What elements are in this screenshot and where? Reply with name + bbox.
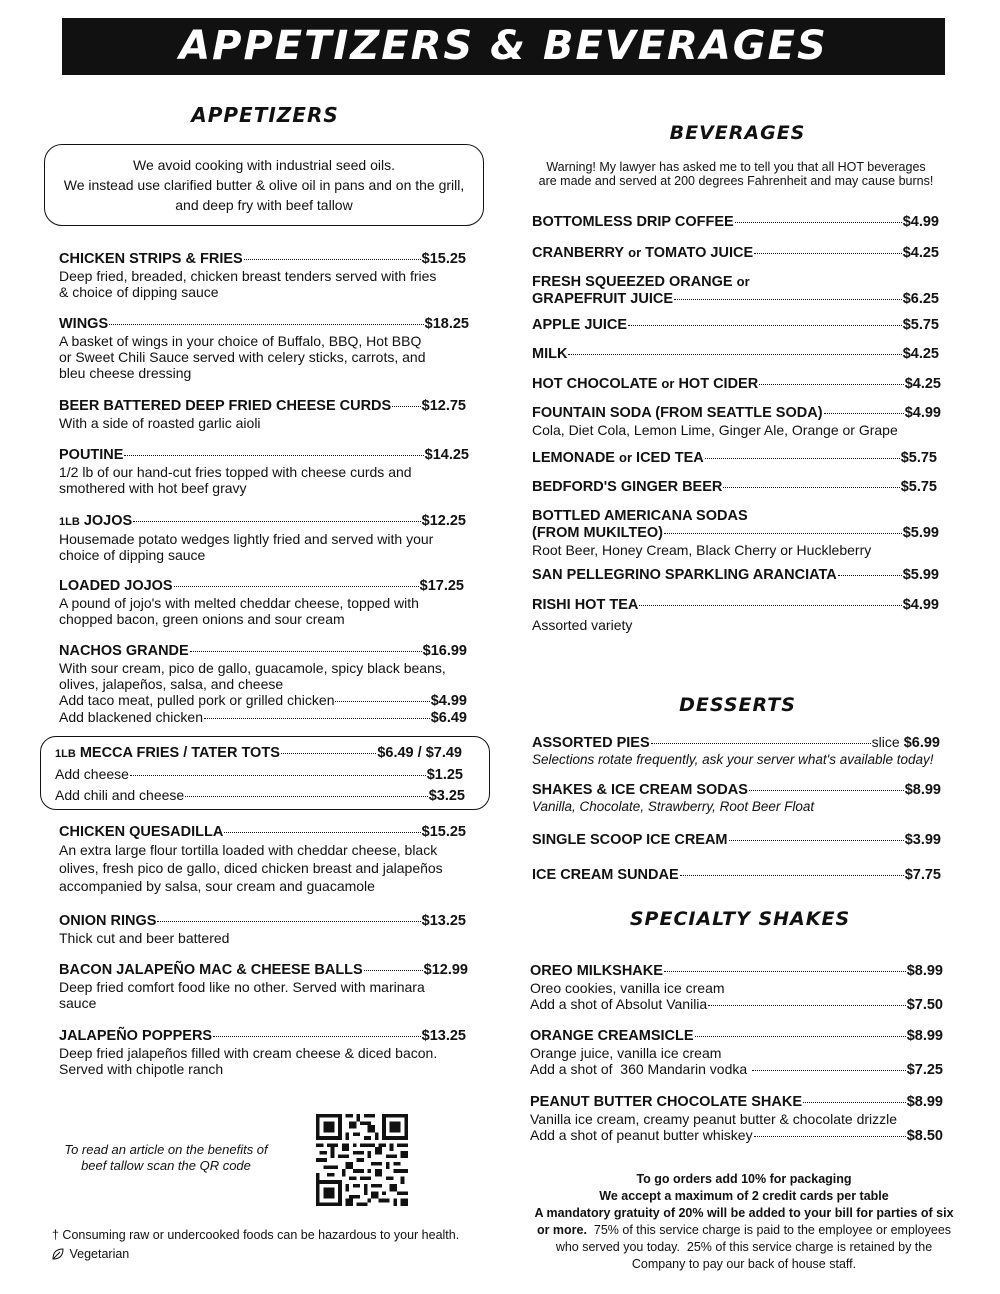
item-desc: With sour cream, pico de gallo, guacamole, spicy black beans, — [59, 660, 446, 676]
item-name: RISHI HOT TEA — [532, 597, 639, 613]
item-desc: accompanied by salsa, sour cream and guacamole — [59, 878, 375, 894]
menu-item — [532, 479, 937, 496]
item-desc: or Sweet Chili Sauce served with celery sticks, carrots, and — [59, 349, 426, 365]
item-desc: sauce — [59, 995, 97, 1011]
menu-item — [532, 782, 941, 815]
item-desc: Vanilla, Chocolate, Strawberry, Root Beer Float — [532, 799, 815, 814]
menu-item — [55, 745, 465, 804]
menu-item — [59, 643, 467, 726]
add-on-row: Add blackened chicken $6.49 — [59, 709, 467, 726]
item-name-alt: GRAPEFRUIT JUICE — [532, 291, 673, 307]
item-desc: Root Beer, Honey Cream, Black Cherry or Huckleberry — [532, 542, 872, 558]
item-name: LOADED JOJOS — [59, 578, 173, 594]
oil-note-line: We instead use clarified butter & olive oil in pans and on the grill, — [63, 177, 465, 193]
item-name: MECCA FRIES / TATER TOTS — [79, 745, 280, 761]
item-name: OREO MILKSHAKE — [530, 963, 663, 979]
menu-item — [59, 1028, 466, 1077]
item-name: SAN PELLEGRINO SPARKLING ARANCIATA — [532, 567, 837, 583]
item-desc: olives, jalapeños, salsa, and cheese — [59, 676, 284, 692]
specialty-shakes-heading: SPECIALTY SHAKES — [629, 908, 851, 930]
item-name: ORANGE CREAMSICLE — [530, 1028, 694, 1044]
menu-item — [59, 447, 469, 496]
oil-note-box — [44, 144, 484, 226]
menu-item: LEMONADE or ICED TEA $5.75 — [532, 450, 937, 466]
menu-item — [532, 734, 940, 768]
item-price: $8.99 — [904, 782, 941, 798]
item-price: $14.25 — [424, 447, 469, 463]
menu-item — [59, 513, 466, 563]
add-on-row: Add a shot of peanut butter whiskey $8.50 — [530, 1127, 943, 1144]
item-desc: Housemade potato wedges lightly fried and served with your — [59, 531, 434, 547]
vegetarian-legend: Vegetarian — [52, 1246, 129, 1264]
menu-item — [532, 567, 939, 584]
add-on-row: Add taco meat, pulled pork or grilled chicken $4.99 — [59, 692, 467, 709]
item-name: CHICKEN QUESADILLA — [59, 824, 224, 840]
item-price: $15.25 — [421, 824, 466, 840]
item-price: $6.49 / $7.49 — [377, 745, 462, 761]
menu-item — [532, 832, 941, 849]
hot-beverage-warning: Warning! My lawyer has asked me to tell you that all HOT beverages are made and served at 200 degrees Fahrenheit and may cause burns! — [538, 160, 934, 188]
item-name: MILK — [532, 346, 568, 362]
add-on-row: Add a shot of Absolut Vanilia $7.50 — [530, 996, 943, 1013]
item-name: BEER BATTERED DEEP FRIED CHEESE CURDS — [59, 398, 392, 414]
oil-note-line: We avoid cooking with industrial seed oils. — [133, 157, 395, 173]
item-price: $8.99 — [906, 1094, 943, 1110]
order-policy: To go orders add 10% for packaging We accept a maximum of 2 credit cards per table A mandatory gratuity of 20% will be added to your bill for parties of six or more. 75% of this service charge is paid to the employee or employees who served you today. 25% of this service charge is retained by the Company to pay our back of house staff. — [534, 1172, 955, 1271]
item-name: NACHOS GRANDE — [59, 643, 189, 659]
item-price: $5.75 — [902, 317, 939, 333]
item-name: LEMONADE — [532, 450, 615, 466]
item-desc: Selections rotate frequently, ask your server what's available today! — [532, 752, 934, 767]
item-name: ASSORTED PIES — [532, 735, 650, 751]
menu-item — [532, 214, 939, 231]
item-price: $13.25 — [421, 913, 466, 929]
item-quantity: 1LB — [55, 748, 76, 760]
menu-item — [532, 317, 939, 334]
item-desc: Deep fried comfort food like no other. Served with marinara — [59, 979, 425, 995]
item-name: HOT CHOCOLATE — [532, 376, 658, 392]
item-name-alt: HOT CIDER — [678, 376, 759, 392]
menu-item — [59, 913, 466, 946]
menu-item — [59, 962, 468, 1011]
add-on-row: Add a shot of 360 Mandarin vodka $7.25 — [530, 1061, 943, 1078]
item-desc: smothered with hot beef gravy — [59, 480, 247, 496]
item-desc: olives, fresh pico de gallo, diced chicken breast and jalapeños — [59, 860, 443, 876]
desserts-heading: DESSERTS — [679, 694, 796, 716]
item-name-alt: ICED TEA — [636, 450, 704, 466]
item-name: BOTTOMLESS DRIP COFFEE — [532, 214, 734, 230]
item-name: SHAKES & ICE CREAM SODAS — [532, 782, 748, 798]
item-desc: Cola, Diet Cola, Lemon Lime, Ginger Ale, Orange or Grape — [532, 422, 898, 438]
item-name: JOJOS — [83, 513, 133, 529]
item-desc: bleu cheese dressing — [59, 365, 192, 381]
menu-item: HOT CHOCOLATE or HOT CIDER $4.25 — [532, 376, 941, 392]
item-name: FOUNTAIN SODA (FROM SEATTLE SODA) — [532, 405, 823, 421]
item-price: $16.99 — [422, 643, 467, 659]
menu-item — [532, 597, 939, 633]
item-name: ICE CREAM SUNDAE — [532, 867, 679, 883]
item-desc: Oreo cookies, vanilla ice cream — [530, 980, 725, 996]
item-name: BOTTLED AMERICANA SODAS — [532, 508, 748, 524]
item-price: $8.99 — [906, 963, 943, 979]
item-price: $6.99 — [903, 735, 940, 751]
item-desc: Deep fried, breaded, chicken breast tenders served with fries — [59, 268, 437, 284]
item-name: CHICKEN STRIPS & FRIES — [59, 251, 243, 267]
item-price: $5.99 — [902, 525, 939, 541]
menu-item: CRANBERRY or TOMATO JUICE $4.25 — [532, 245, 939, 261]
item-desc: Deep fried jalapeños filled with cream cheese & diced bacon. — [59, 1045, 438, 1061]
menu-item — [59, 316, 469, 381]
item-desc: & choice of dipping sauce — [59, 284, 219, 300]
item-price: $3.99 — [904, 832, 941, 848]
item-price: $12.25 — [421, 513, 466, 529]
item-desc: 1/2 lb of our hand-cut fries topped with cheese curds and — [59, 464, 412, 480]
item-desc: With a side of roasted garlic aioli — [59, 415, 261, 431]
item-price-unit: slice — [871, 734, 900, 750]
menu-item — [532, 508, 939, 558]
oil-note-line: and deep fry with beef tallow — [175, 197, 353, 213]
appetizers-heading: APPETIZERS — [191, 103, 339, 127]
menu-item — [532, 346, 939, 363]
item-quantity: 1LB — [59, 516, 80, 528]
item-price: $7.75 — [904, 867, 941, 883]
item-desc: Vanilla ice cream, creamy peanut butter & chocolate drizzle — [530, 1111, 898, 1127]
item-name-alt: (FROM MUKILTEO) — [532, 525, 664, 541]
item-price: $15.25 — [421, 251, 466, 267]
menu-item — [530, 1028, 943, 1078]
item-name: POUTINE — [59, 447, 124, 463]
item-price: $4.25 — [902, 245, 939, 261]
item-price: $17.25 — [419, 578, 464, 594]
menu-item — [530, 1094, 943, 1144]
item-desc: Assorted variety — [532, 617, 633, 633]
menu-item — [532, 867, 941, 884]
item-price: $4.99 — [902, 597, 939, 613]
item-price: $13.25 — [421, 1028, 466, 1044]
menu-item — [59, 578, 464, 627]
item-price: $6.25 — [902, 291, 939, 307]
item-price: $4.25 — [902, 346, 939, 362]
item-name: CRANBERRY — [532, 245, 625, 261]
item-price: $4.99 — [902, 214, 939, 230]
menu-item — [59, 251, 466, 300]
item-name: BEDFORD'S GINGER BEER — [532, 479, 723, 495]
item-name: SINGLE SCOOP ICE CREAM — [532, 832, 728, 848]
item-desc: Orange juice, vanilla ice cream — [530, 1045, 722, 1061]
add-on-row: Add cheese $1.25 — [55, 766, 463, 783]
menu-item — [532, 405, 941, 438]
item-price: $5.99 — [902, 567, 939, 583]
item-desc: A basket of wings in your choice of Buffalo, BBQ, Hot BBQ — [59, 333, 422, 349]
item-price: $12.99 — [423, 962, 468, 978]
item-desc: Served with chipotle ranch — [59, 1061, 224, 1077]
page-banner: APPETIZERS & BEVERAGES — [62, 18, 945, 75]
item-price: $18.25 — [424, 316, 469, 332]
item-price: $4.99 — [904, 405, 941, 421]
item-name-alt: TOMATO JUICE — [645, 245, 754, 261]
item-price: $5.75 — [900, 450, 937, 466]
item-name: PEANUT BUTTER CHOCOLATE SHAKE — [530, 1094, 803, 1110]
item-name: ONION RINGS — [59, 913, 157, 929]
item-desc: chopped bacon, green onions and sour cream — [59, 611, 345, 627]
item-name: FRESH SQUEEZED ORANGE — [532, 274, 733, 290]
item-name: JALAPEÑO POPPERS — [59, 1028, 213, 1044]
add-on-row: Add chili and cheese $3.25 — [55, 787, 465, 804]
item-desc: An extra large flour tortilla loaded with cheddar cheese, black — [59, 842, 438, 858]
item-price: $5.75 — [900, 479, 937, 495]
qr-code-icon[interactable] — [316, 1114, 408, 1206]
item-price: $8.99 — [906, 1028, 943, 1044]
raw-food-warning: † Consuming raw or undercooked foods can be hazardous to your health. — [52, 1228, 460, 1242]
qr-caption: To read an article on the benefits of beef tallow scan the QR code — [64, 1142, 268, 1173]
item-desc: Thick cut and beer battered — [59, 930, 230, 946]
leaf-icon — [52, 1248, 66, 1264]
menu-item — [59, 824, 466, 895]
menu-item — [59, 398, 466, 431]
item-desc: A pound of jojo's with melted cheddar cheese, topped with — [59, 595, 419, 611]
menu-item — [530, 963, 943, 1013]
item-desc: choice of dipping sauce — [59, 547, 206, 563]
item-price: $4.25 — [904, 376, 941, 392]
item-name: APPLE JUICE — [532, 317, 628, 333]
item-price: $12.75 — [421, 398, 466, 414]
menu-item: FRESH SQUEEZED ORANGE or GRAPEFRUIT JUICE $6.25 — [532, 274, 939, 307]
item-name: BACON JALAPEÑO MAC & CHEESE BALLS — [59, 962, 363, 978]
item-name: WINGS — [59, 316, 109, 332]
beverages-heading: BEVERAGES — [669, 122, 806, 144]
